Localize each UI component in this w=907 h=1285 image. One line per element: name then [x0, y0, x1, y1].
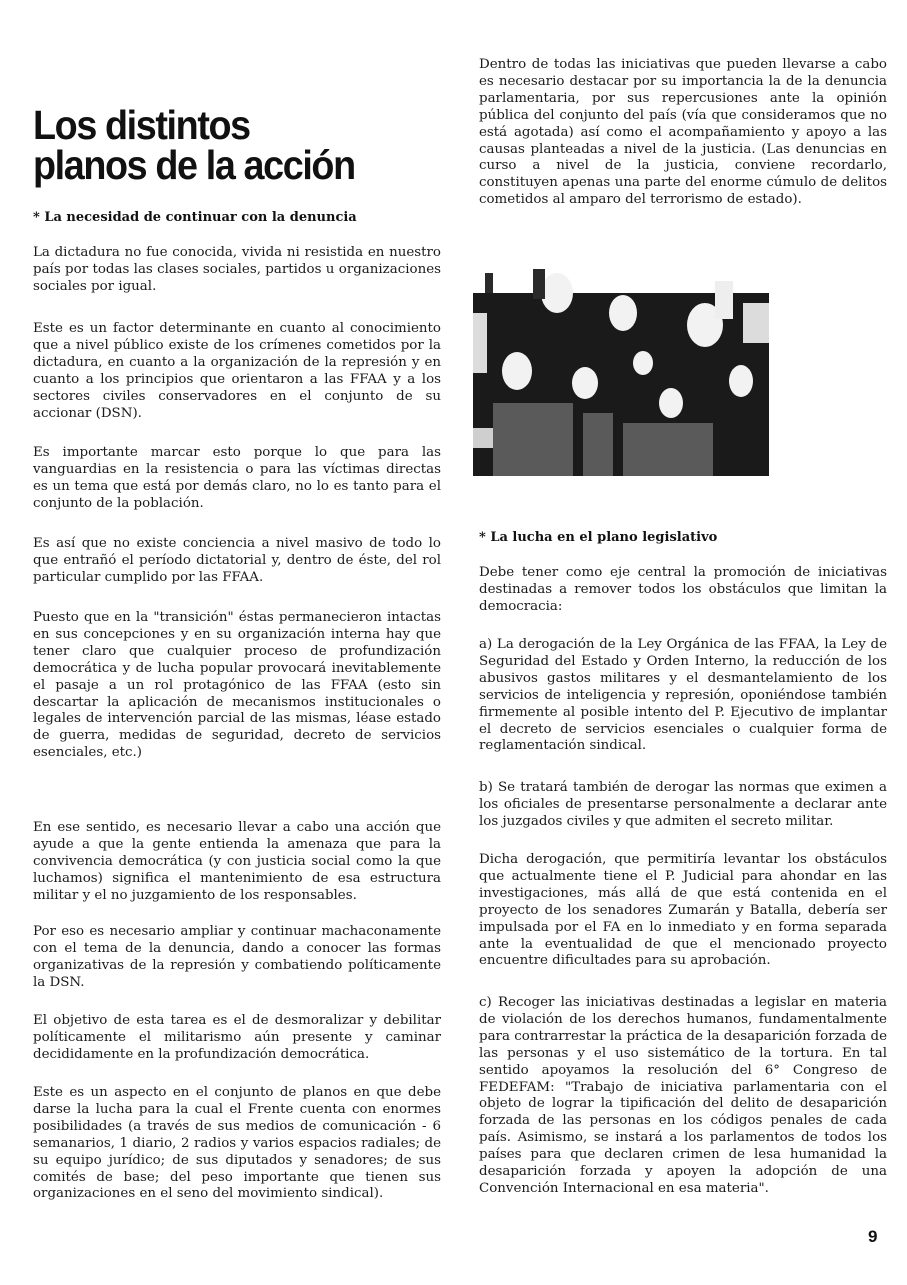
- protest-photo-illustration: [473, 253, 769, 476]
- section-heading-denuncia: * La necesidad de continuar con la denuncia: [33, 210, 357, 225]
- article-title: Los distintos planos de la acción: [33, 102, 355, 189]
- paragraph: Este es un factor determinante en cuanto al conocimiento que a nivel público existe de los crímenes cometidos por la dictadura, en cuanto a la organización de la represión y en cuanto a los principios que orientaron a las FFAA y a los sectores civiles conservadores en el conjunto de su accionar (DSN).: [33, 321, 441, 421]
- paragraph: El objetivo de esta tarea es el de desmoralizar y debilitar políticamente el militarismo aún presente y caminar decididamente en la profundización democrática.: [33, 1013, 441, 1062]
- paragraph-intro-right: Dentro de todas las iniciativas que pueden llevarse a cabo es necesario destacar por su importancia la de la denuncia parlamentaria, por sus repercusiones ante la opinión pública del conjunto del país (vía que consideramos que no está agotada) así como el acompañamiento y apoyo a las causas planteadas a nivel de la justicia. (Las denuncias en curso a nivel de la justicia, conviene recordarlo, constituyen apenas una parte del enorme cúmulo de delitos cometidos al amparo del terrorismo de estado).: [479, 57, 887, 208]
- section-heading-legislativo: * La lucha en el plano legislativo: [479, 530, 718, 545]
- page-number: 9: [868, 1227, 878, 1246]
- paragraph: b) Se tratará también de derogar las normas que eximen a los oficiales de presentarse personalmente a declarar ante los juzgados civiles y que admiten el secreto militar.: [479, 780, 887, 829]
- paragraph: Es importante marcar esto porque lo que para las vanguardias en la resistencia o para las víctimas directas es un tema que está por demás claro, no lo es tanto para el conjunto de la población.: [33, 445, 441, 511]
- paragraph: c) Recoger las iniciativas destinadas a legislar en materia de violación de los derechos humanos, fundamentalmente para contrarrestar la práctica de la desaparición forzada de las personas y el uso sistemático de la tortura. En tal sentido apoyamos la resolución del 6° Congreso de FEDEFAM: "Trabajo de iniciativa parlamentaria con el objeto de lograr la tipificación del delito de desaparición forzada de las personas en los códigos penales de cada país. Asimismo, se instará a los parlamentos de todos los países para que declaren crimen de lesa humanidad la desaparición forzada y apoyen la adopción de una Convención Internacional en esa materia".: [479, 995, 887, 1196]
- paragraph: Dicha derogación, que permitiría levantar los obstáculos que actualmente tiene el P. Judicial para ahondar en las investigaciones, más allá de que está contenida en el proyecto de los senadores Zumarán y Batalla, debería ser impulsada por el FA en lo inmediato y en forma separada ante la eventualidad de que el mencionado proyecto encuentre dificultades para su aprobación.: [479, 852, 887, 969]
- paragraph: En ese sentido, es necesario llevar a cabo una acción que ayude a que la gente entienda la amenaza que para la convivencia democrática (y con justicia social como la que luchamos) significa el mantenimiento de esa estructura militar y el no juzgamiento de los responsables.: [33, 820, 441, 903]
- paragraph: La dictadura no fue conocida, vivida ni resistida en nuestro país por todas las clases sociales, partidos u organizaciones sociales por igual.: [33, 245, 441, 294]
- paragraph: Este es un aspecto en el conjunto de planos en que debe darse la lucha para la cual el Frente cuenta con enormes posibilidades (a través de sus medios de comunicación - 6 semanarios, 1 diario, 2 radios y varios espacios radiales; de su equipo jurídico; de sus diputados y senadores; de sus comités de base; del peso importante que tienen sus organizaciones en el seno del movimiento sindical).: [33, 1085, 441, 1202]
- paragraph: Es así que no existe conciencia a nivel masivo de todo lo que entrañó el período dictatorial y, dentro de éste, del rol particular cumplido por las FFAA.: [33, 536, 441, 585]
- paragraph: Puesto que en la "transición" éstas permanecieron intactas en sus concepciones y en su organización interna hay que tener claro que cualquier proceso de profundización democrática y de lucha popular provocará inevitablemente el pasaje a un rol protagónico de las FFAA (esto sin descartar la aplicación de mecanismos institucionales o legales de intervención parcial de las mismas, léase estado de guerra, medidas de seguridad, decreto de servicios esenciales, etc.): [33, 610, 441, 761]
- paragraph: Debe tener como eje central la promoción de iniciativas destinadas a remover todos los obstáculos que limitan la democracia:: [479, 565, 887, 614]
- protest-photo: [473, 253, 769, 476]
- paragraph: Por eso es necesario ampliar y continuar machaconamente con el tema de la denuncia, dando a conocer las formas organizativas de la represión y combatiendo políticamente la DSN.: [33, 924, 441, 990]
- paragraph: a) La derogación de la Ley Orgánica de las FFAA, la Ley de Seguridad del Estado y Orden Interno, la reducción de los abusivos gastos militares y el desmantelamiento de los servicios de inteligencia y represión, oponiéndose también firmemente al posible intento del P. Ejecutivo de implantar el decreto de servicios esenciales o cualquier forma de reglamentación sindical.: [479, 637, 887, 754]
